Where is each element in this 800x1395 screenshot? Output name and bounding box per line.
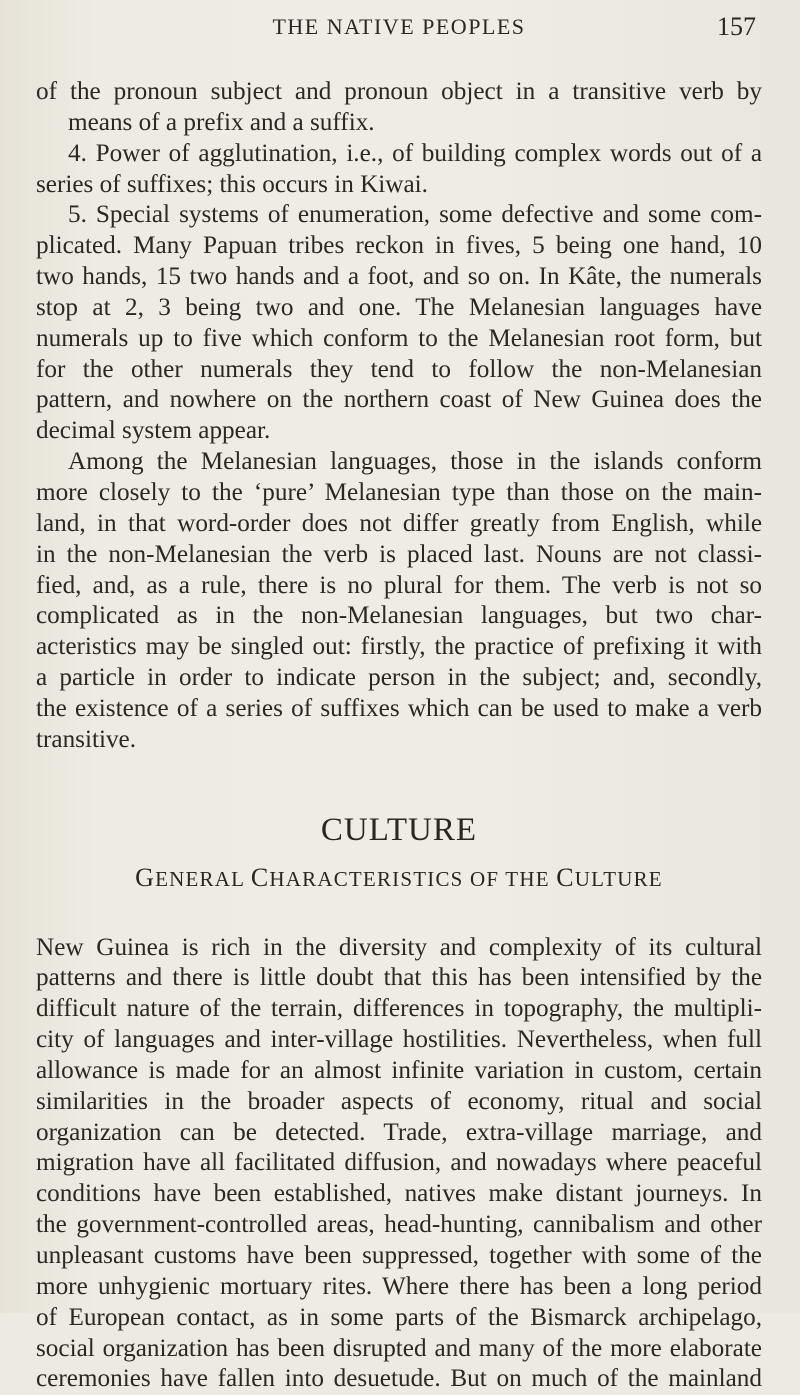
subheading-part: G xyxy=(135,862,156,892)
paragraph-continuation xyxy=(36,77,762,139)
subheading-part: ULTURE xyxy=(574,866,663,891)
text-line: of the pronoun subject and pronoun object in a transitive verb by xyxy=(36,78,762,105)
subheading-part: C xyxy=(556,862,575,892)
running-head xyxy=(36,0,762,62)
text-line: land, in that word-order does not differ greatly from English, while xyxy=(36,509,762,537)
text-line: of European contact, as in some parts of the Bismarck archipelago, xyxy=(36,1303,762,1331)
paragraph-melanesian xyxy=(36,447,762,755)
text-line: allowance is made for an almost infinite variation in custom, certain xyxy=(36,1056,762,1084)
section-heading: CULTURE xyxy=(320,811,478,848)
text-line: 4. Power of agglutination, i.e., of building complex words out of a xyxy=(68,139,762,167)
text-line: transitive. xyxy=(36,725,137,753)
text-line: the existence of a series of suffixes which can be used to make a verb xyxy=(36,694,762,722)
text-line: in the non-Melanesian the verb is placed last. Nouns are not classi- xyxy=(36,540,762,568)
text-line: organization can be detected. Trade, extra-village marriage, and xyxy=(36,1118,762,1146)
text-line: decimal system appear. xyxy=(36,417,271,445)
subheading-part: C xyxy=(250,862,270,892)
text-line: numerals up to five which conform to the Melanesian root form, but xyxy=(36,324,762,352)
text-line: plicated. Many Papuan tribes reckon in fives, 5 being one hand, 10 xyxy=(36,232,762,260)
subheading-part: ENERAL xyxy=(155,866,251,891)
text-line: patterns and there is little doubt that this has been intensified by the xyxy=(36,964,762,992)
text-line: migration have all facilitated diffusion, and nowadays where peaceful xyxy=(36,1149,762,1177)
text-line: means of a prefix and a suffix. xyxy=(68,108,375,136)
subheading-part: HARACTERISTICS OF THE xyxy=(269,866,557,891)
text-line: Among the Melanesian languages, those in the islands conform xyxy=(68,448,762,476)
text-line: fied, and, as a rule, there is no plural for them. The verb is not so xyxy=(36,571,762,599)
text-line: New Guinea is rich in the diversity and complexity of its cultural xyxy=(36,933,762,961)
text-line: social organization has been disrupted and many of the more elaborate xyxy=(36,1334,762,1362)
text-line: conditions have been established, natives make distant journeys. In xyxy=(36,1180,762,1208)
text-line: stop at 2, 3 being two and one. The Melanesian languages have xyxy=(36,293,762,321)
page-number: 157 xyxy=(717,12,756,41)
text-line: for the other numerals they tend to follow the non-Melanesian xyxy=(36,355,762,383)
paragraph-item-4 xyxy=(36,139,762,201)
paragraph-culture xyxy=(36,933,762,1395)
text-line: more unhygienic mortuary rites. Where there has been a long period xyxy=(36,1272,762,1300)
text-line: complicated as in the non-Melanesian languages, but two char- xyxy=(36,602,762,630)
section-subheading xyxy=(36,863,762,893)
text-line: two hands, 15 two hands and a foot, and so on. In Kâte, the numerals xyxy=(36,263,762,291)
text-line: acteristics may be singled out: firstly, the practice of prefixing it with xyxy=(36,633,762,661)
paragraph-item-5 xyxy=(36,200,762,447)
text-line: series of suffixes; this occurs in Kiwai. xyxy=(36,170,428,198)
text-block-bottom xyxy=(36,933,762,1395)
text-line: similarities in the broader aspects of economy, ritual and social xyxy=(36,1087,762,1115)
text-line: 5. Special systems of enumeration, some defective and some com- xyxy=(68,201,762,229)
text-line: city of languages and inter-village hostilities. Nevertheless, when full xyxy=(36,1026,762,1054)
text-line: the government-controlled areas, head-hunting, cannibalism and other xyxy=(36,1211,762,1239)
text-line: a particle in order to indicate person in the subject; and, secondly, xyxy=(36,664,762,692)
running-title: THE NATIVE PEOPLES xyxy=(272,14,526,39)
text-line: pattern, and nowhere on the northern coast of New Guinea does the xyxy=(36,386,762,414)
text-line: unpleasant customs have been suppressed, together with some of the xyxy=(36,1242,762,1269)
text-line: more closely to the ‘pure’ Melanesian type than those on the main- xyxy=(36,478,762,506)
text-line: ceremonies have fallen into desuetude. But on much of the mainland xyxy=(36,1365,762,1393)
text-line: difficult nature of the terrain, differences in topography, the multipli- xyxy=(36,995,762,1023)
text-block-top xyxy=(36,77,762,756)
